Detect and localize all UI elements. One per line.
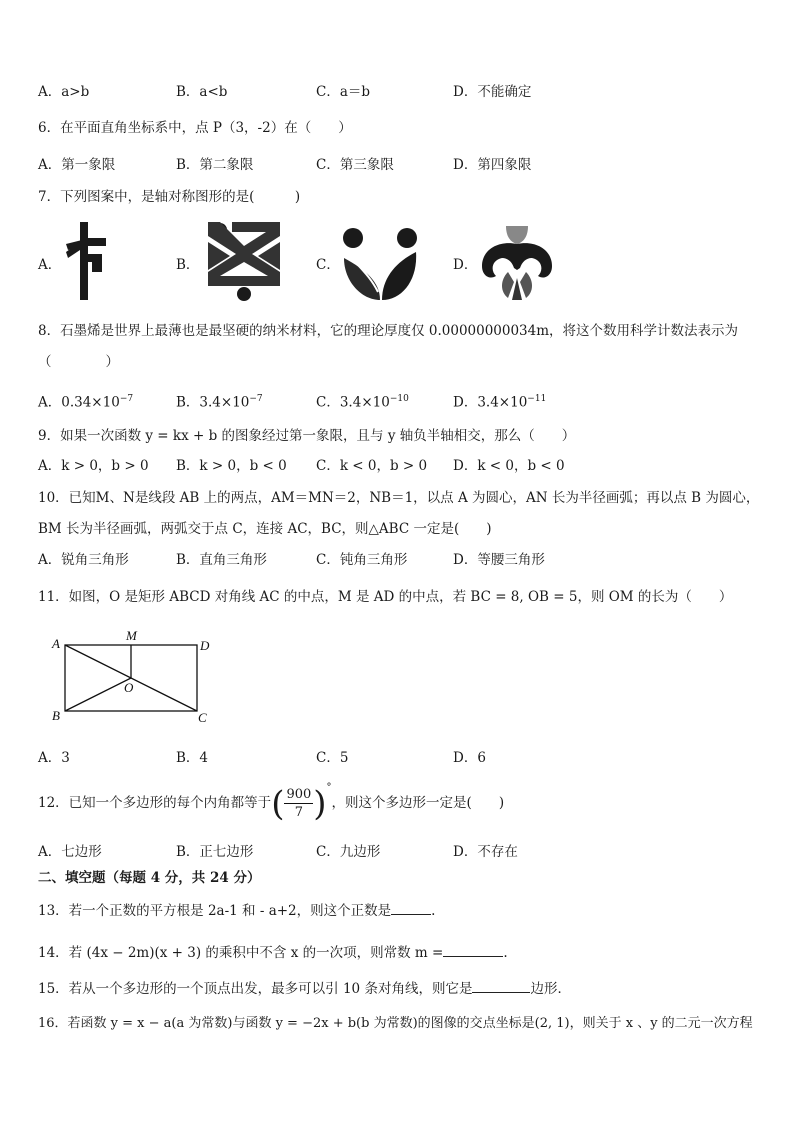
label-o: O: [124, 680, 134, 695]
figure-a-symbol: [62, 220, 110, 304]
q8-option-c-exponent: −10: [389, 394, 409, 404]
q12-option-d: D．不存在: [453, 844, 518, 860]
q8-option-a: [38, 390, 133, 412]
q13-stem-pre: 13．若一个正数的平方根是 2a-1 和 - a+2，则这个正数是: [38, 903, 392, 919]
q14-stem-pre: 14．若 (4x − 2m)(x + 3) 的乘积中不含 x 的一次项，则常数 m =: [38, 945, 444, 961]
q7-option-b-label: B．: [176, 257, 200, 273]
q6-option-d: D．第四象限: [453, 157, 532, 173]
q8-option-c: [316, 390, 409, 412]
q8-option-d: [453, 390, 546, 412]
q12-stem: [38, 779, 504, 827]
label-a: A: [52, 636, 60, 651]
q12-fraction-denominator: 7: [294, 805, 303, 820]
q11-option-b: B．4: [176, 750, 209, 766]
q11-option-a: A．3: [38, 750, 70, 766]
q15-answer-blank[interactable]: [472, 978, 530, 993]
figure-c-symbol: [340, 222, 420, 302]
q8-option-a-exponent: −7: [119, 394, 134, 404]
q7-stem: 7．下列图案中，是轴对称图形的是( ): [38, 189, 301, 205]
q5-option-c: C．a＝b: [316, 84, 371, 100]
q12-option-b: B．正七边形: [176, 844, 254, 860]
q8-option-d-value: 3.4×10: [477, 394, 528, 411]
q9-stem: 9．如果一次函数 y = kx + b 的图象经过第一象限，且与 y 轴负半轴相交，那么（ ）: [38, 428, 576, 444]
q8-option-d-exponent: −11: [527, 394, 547, 404]
q6-option-c: C．第三象限: [316, 157, 394, 173]
q12-option-c: C．九边形: [316, 844, 381, 860]
q9-option-c: C．k < 0，b > 0: [316, 458, 428, 474]
q8-stem-paren: （ ）: [38, 354, 119, 370]
q10-stem-line2: BM 长为半径画弧，两弧交于点 C，连接 AC，BC，则△ABC 一定是( ): [38, 521, 492, 537]
q9-option-b: B．k > 0，b < 0: [176, 458, 287, 474]
q12-stem-post: ，则这个多边形一定是( ): [331, 795, 505, 811]
q9-option-d: D．k < 0，b < 0: [453, 458, 565, 474]
q8-option-c-value: 3.4×10: [339, 394, 390, 411]
label-m: M: [126, 628, 137, 643]
label-c: C: [198, 710, 207, 725]
q12-degree: °: [326, 782, 332, 793]
q7-option-c-label: C．: [316, 257, 340, 273]
q8-option-b-exponent: −7: [249, 394, 263, 404]
q15-stem: [38, 978, 571, 998]
q14-stem-post: .: [503, 945, 508, 961]
q11-stem: 11．如图，O 是矩形 ABCD 对角线 AC 的中点，M 是 AD 的中点，若 BC = 8, OB = 5，则 OM 的长为（ ）: [38, 589, 733, 605]
figure-d-symbol: [478, 222, 556, 302]
q10-option-c: C．钝角三角形: [316, 552, 408, 568]
label-d: D: [200, 638, 210, 653]
q10-option-a: A．锐角三角形: [38, 552, 129, 568]
q12-fraction-numerator: 900: [286, 787, 312, 802]
right-paren: ): [313, 783, 327, 824]
rectangle-abcd-figure: [46, 628, 222, 728]
q6-option-b: B．第二象限: [176, 157, 254, 173]
q10-option-d: D．等腰三角形: [453, 552, 545, 568]
q12-option-a: A．七边形: [38, 844, 102, 860]
q12-stem-pre: 12．已知一个多边形的每个内角都等于: [38, 795, 272, 811]
segment-bo: [65, 678, 131, 711]
q8-option-b-value: 3.4×10: [199, 394, 250, 411]
q13-stem: [38, 900, 435, 920]
q8-option-a-value: 0.34×10: [61, 394, 120, 411]
q12-fraction: [284, 786, 313, 821]
q5-option-d: D．不能确定: [453, 84, 532, 100]
left-paren: (: [271, 783, 285, 824]
q8-option-c-label: C．: [316, 394, 340, 411]
q5-option-a: A．a>b: [38, 84, 90, 100]
q8-option-d-label: D．: [453, 394, 478, 411]
label-b: B: [52, 708, 60, 723]
q8-option-b: [176, 390, 263, 412]
q14-answer-blank[interactable]: [443, 942, 503, 957]
q14-stem: [38, 942, 508, 962]
q8-option-a-label: A．: [38, 394, 62, 411]
section-2-heading: 二、填空题（每题 4 分，共 24 分）: [38, 870, 261, 886]
q6-stem: 6．在平面直角坐标系中，点 P（3，-2）在（ ）: [38, 120, 352, 136]
q9-option-a: A．k > 0，b > 0: [38, 458, 149, 474]
q11-option-d: D．6: [453, 750, 486, 766]
q6-option-a: A．第一象限: [38, 157, 116, 173]
q13-stem-post: .: [431, 903, 436, 919]
q10-stem: 10．已知M、N是线段 AB 上的两点，AM＝MN＝2，NB＝1，以点 A 为圆心，AN 长为半径画弧；再以点 B 为圆心，: [38, 490, 760, 506]
q7-option-d-label: D．: [453, 257, 478, 273]
q7-option-a-label: A．: [38, 257, 62, 273]
q16-stem: 16．若函数 y = x − a(a 为常数)与函数 y = −2x + b(b 为常数)的图像的交点坐标是(2, 1)，则关于 x 、y 的二元一次方程: [38, 1016, 753, 1031]
q5-option-b: B．a<b: [176, 84, 228, 100]
q15-stem-pre: 15．若从一个多边形的一个顶点出发，最多可以引 10 条对角线，则它是: [38, 981, 473, 997]
q10-option-b: B．直角三角形: [176, 552, 267, 568]
q13-answer-blank[interactable]: [391, 900, 431, 915]
q8-stem: 8．石墨烯是世界上最薄也是最坚硬的纳米材料，它的理论厚度仅 0.00000000034m，将这个数用科学计数法表示为: [38, 323, 739, 339]
q11-option-c: C．5: [316, 750, 349, 766]
figure-b-symbol: [204, 220, 284, 302]
q15-stem-post: 边形．: [530, 981, 571, 997]
q8-option-b-label: B．: [176, 394, 200, 411]
